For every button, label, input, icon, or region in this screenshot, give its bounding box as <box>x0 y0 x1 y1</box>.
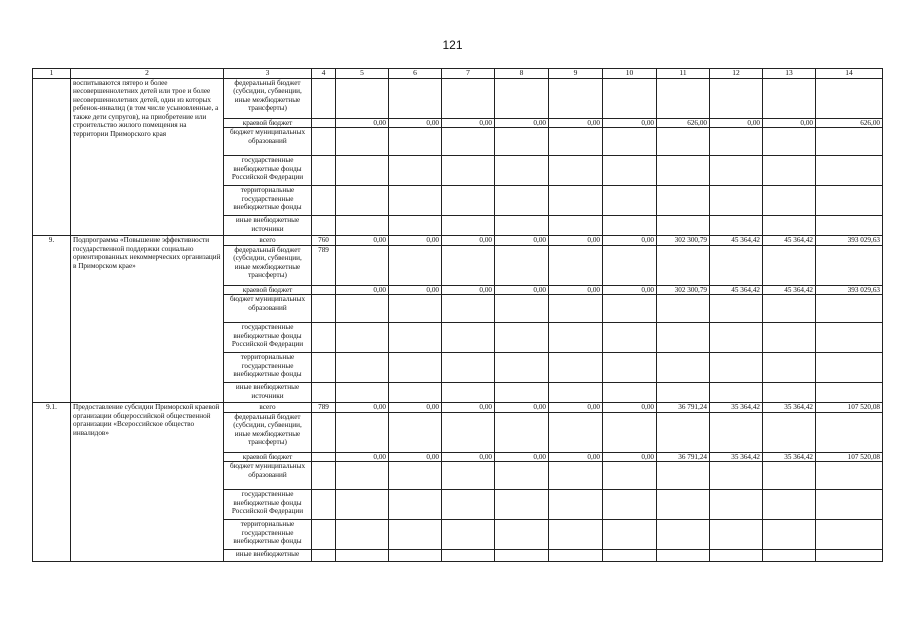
value-cell: 0,00 <box>336 403 389 412</box>
item-number: 9.1. <box>33 403 71 562</box>
value-cell: 0,00 <box>549 403 603 412</box>
value-cell <box>336 490 389 520</box>
value-cell <box>495 550 549 562</box>
value-cell <box>710 156 763 186</box>
value-cell: 35 364,42 <box>763 403 816 412</box>
page-number: 121 <box>442 38 463 52</box>
value-cell: 45 364,42 <box>710 236 763 245</box>
value-cell: 0,00 <box>710 119 763 128</box>
value-cell <box>336 295 389 323</box>
code-cell <box>312 216 336 236</box>
value-cell <box>549 520 603 550</box>
value-cell <box>495 490 549 520</box>
value-cell <box>495 383 549 403</box>
value-cell <box>495 186 549 216</box>
value-cell <box>657 186 710 216</box>
value-cell: 0,00 <box>549 452 603 461</box>
value-cell <box>336 156 389 186</box>
item-name: воспитываются пятеро и более несовершеннолетних детей или трое и более несовершеннолетних детей, один из которых ребенок-инвалид (в том числе усыновленные, а также дети супругов), на приобретение или строительство жилого помещения на территории Приморского края <box>71 79 224 236</box>
value-cell <box>710 295 763 323</box>
value-cell <box>763 323 816 353</box>
value-cell <box>763 156 816 186</box>
value-cell <box>549 412 603 452</box>
value-cell <box>549 216 603 236</box>
value-cell: 0,00 <box>336 285 389 294</box>
value-cell <box>763 79 816 119</box>
value-cell <box>442 412 495 452</box>
value-cell: 0,00 <box>389 403 442 412</box>
value-cell <box>549 186 603 216</box>
value-cell <box>495 216 549 236</box>
value-cell: 0,00 <box>763 119 816 128</box>
code-cell <box>312 490 336 520</box>
value-cell <box>763 128 816 156</box>
funding-source: территориальные государственные внебюджетные фонды <box>224 353 312 383</box>
value-cell <box>389 462 442 490</box>
funding-source: всего <box>224 403 312 412</box>
value-cell <box>710 128 763 156</box>
value-cell <box>442 490 495 520</box>
value-cell <box>603 490 657 520</box>
code-cell <box>312 128 336 156</box>
value-cell: 0,00 <box>442 236 495 245</box>
code-cell <box>312 412 336 452</box>
value-cell <box>336 128 389 156</box>
value-cell <box>549 490 603 520</box>
item-number <box>33 79 71 236</box>
value-cell <box>603 128 657 156</box>
value-cell: 0,00 <box>549 119 603 128</box>
funding-source: краевой бюджет <box>224 285 312 294</box>
funding-source: краевой бюджет <box>224 452 312 461</box>
value-cell <box>549 79 603 119</box>
value-cell <box>816 323 883 353</box>
value-cell <box>657 128 710 156</box>
funding-source: федеральный бюджет (субсидии, субвенции, иные межбюджетные трансферты) <box>224 79 312 119</box>
value-cell <box>495 412 549 452</box>
value-cell <box>336 186 389 216</box>
value-cell <box>442 383 495 403</box>
value-cell: 302 300,79 <box>657 236 710 245</box>
value-cell: 0,00 <box>549 236 603 245</box>
value-cell <box>495 79 549 119</box>
value-cell: 0,00 <box>495 119 549 128</box>
value-cell: 36 791,24 <box>657 452 710 461</box>
value-cell <box>763 490 816 520</box>
value-cell <box>657 383 710 403</box>
value-cell <box>442 323 495 353</box>
value-cell <box>336 79 389 119</box>
value-cell: 0,00 <box>549 285 603 294</box>
value-cell: 0,00 <box>603 119 657 128</box>
value-cell <box>336 353 389 383</box>
value-cell <box>710 245 763 285</box>
value-cell <box>495 156 549 186</box>
value-cell <box>495 462 549 490</box>
value-cell <box>495 128 549 156</box>
value-cell <box>710 490 763 520</box>
column-header-4: 4 <box>312 69 336 79</box>
value-cell <box>442 186 495 216</box>
value-cell: 0,00 <box>442 285 495 294</box>
code-cell: 789 <box>312 403 336 412</box>
value-cell <box>816 216 883 236</box>
table-row <box>33 403 883 412</box>
value-cell <box>657 295 710 323</box>
value-cell <box>336 323 389 353</box>
column-header-11: 11 <box>657 69 710 79</box>
value-cell: 0,00 <box>336 452 389 461</box>
value-cell <box>657 462 710 490</box>
value-cell <box>710 412 763 452</box>
value-cell <box>657 156 710 186</box>
funding-source: всего <box>224 236 312 245</box>
value-cell <box>442 520 495 550</box>
funding-source: государственные внебюджетные фонды Российской Федерации <box>224 323 312 353</box>
value-cell <box>442 216 495 236</box>
code-cell <box>312 452 336 461</box>
value-cell <box>442 550 495 562</box>
value-cell: 0,00 <box>442 119 495 128</box>
code-cell <box>312 462 336 490</box>
value-cell <box>763 412 816 452</box>
code-cell: 789 <box>312 245 336 285</box>
value-cell <box>336 550 389 562</box>
value-cell <box>657 79 710 119</box>
funding-source: федеральный бюджет (субсидии, субвенции, иные межбюджетные трансферты) <box>224 245 312 285</box>
column-header-5: 5 <box>336 69 389 79</box>
column-header-2: 2 <box>71 69 224 79</box>
value-cell <box>657 490 710 520</box>
value-cell: 626,00 <box>657 119 710 128</box>
value-cell <box>657 412 710 452</box>
column-header-3: 3 <box>224 69 312 79</box>
code-cell <box>312 79 336 119</box>
value-cell <box>816 156 883 186</box>
value-cell <box>816 490 883 520</box>
value-cell: 45 364,42 <box>763 236 816 245</box>
code-cell <box>312 323 336 353</box>
value-cell <box>763 353 816 383</box>
code-cell <box>312 295 336 323</box>
funding-source: федеральный бюджет (субсидии, субвенции, иные межбюджетные трансферты) <box>224 412 312 452</box>
value-cell <box>336 383 389 403</box>
value-cell <box>710 216 763 236</box>
value-cell <box>710 462 763 490</box>
value-cell: 0,00 <box>495 236 549 245</box>
value-cell <box>495 295 549 323</box>
value-cell <box>816 383 883 403</box>
value-cell: 0,00 <box>389 285 442 294</box>
value-cell <box>549 383 603 403</box>
value-cell <box>763 186 816 216</box>
value-cell <box>389 156 442 186</box>
item-name: Подпрограмма «Повышение эффективности государственной поддержки социально ориентированных некоммерческих организаций в Приморском крае» <box>71 236 224 403</box>
item-number: 9. <box>33 236 71 403</box>
code-cell <box>312 520 336 550</box>
value-cell: 0,00 <box>336 236 389 245</box>
value-cell: 626,00 <box>816 119 883 128</box>
value-cell <box>816 245 883 285</box>
value-cell: 0,00 <box>603 452 657 461</box>
value-cell: 0,00 <box>495 403 549 412</box>
value-cell <box>389 79 442 119</box>
value-cell: 45 364,42 <box>710 285 763 294</box>
value-cell <box>495 245 549 285</box>
value-cell <box>389 216 442 236</box>
value-cell <box>389 490 442 520</box>
value-cell: 0,00 <box>442 452 495 461</box>
value-cell <box>763 462 816 490</box>
column-header-1: 1 <box>33 69 71 79</box>
value-cell <box>603 295 657 323</box>
value-cell: 0,00 <box>442 403 495 412</box>
value-cell <box>336 216 389 236</box>
value-cell <box>816 412 883 452</box>
value-cell: 36 791,24 <box>657 403 710 412</box>
value-cell: 107 520,08 <box>816 452 883 461</box>
funding-source: территориальные государственные внебюджетные фонды <box>224 186 312 216</box>
value-cell <box>549 295 603 323</box>
value-cell <box>389 353 442 383</box>
value-cell <box>442 128 495 156</box>
code-cell <box>312 186 336 216</box>
value-cell <box>657 550 710 562</box>
column-header-14: 14 <box>816 69 883 79</box>
funding-source: государственные внебюджетные фонды Российской Федерации <box>224 490 312 520</box>
value-cell <box>816 295 883 323</box>
value-cell <box>657 245 710 285</box>
value-cell <box>603 550 657 562</box>
value-cell <box>603 520 657 550</box>
value-cell <box>336 462 389 490</box>
value-cell <box>710 383 763 403</box>
value-cell: 302 300,79 <box>657 285 710 294</box>
funding-source: иные внебюджетные <box>224 550 312 562</box>
value-cell <box>389 128 442 156</box>
value-cell: 35 364,42 <box>710 403 763 412</box>
value-cell <box>549 128 603 156</box>
value-cell <box>389 245 442 285</box>
value-cell <box>710 186 763 216</box>
value-cell: 0,00 <box>336 119 389 128</box>
value-cell: 0,00 <box>495 452 549 461</box>
table-row <box>33 79 883 119</box>
value-cell <box>657 520 710 550</box>
value-cell <box>816 79 883 119</box>
funding-source: бюджет муниципальных образований <box>224 128 312 156</box>
value-cell <box>549 353 603 383</box>
value-cell <box>763 245 816 285</box>
header-row <box>33 69 883 79</box>
value-cell: 393 029,63 <box>816 285 883 294</box>
value-cell <box>549 156 603 186</box>
value-cell <box>657 353 710 383</box>
value-cell <box>495 353 549 383</box>
value-cell <box>763 295 816 323</box>
column-header-12: 12 <box>710 69 763 79</box>
code-cell <box>312 383 336 403</box>
table-row <box>33 236 883 245</box>
value-cell <box>816 520 883 550</box>
value-cell: 0,00 <box>389 236 442 245</box>
value-cell <box>710 323 763 353</box>
value-cell <box>710 550 763 562</box>
code-cell <box>312 156 336 186</box>
value-cell <box>603 79 657 119</box>
value-cell <box>603 383 657 403</box>
value-cell <box>495 520 549 550</box>
value-cell <box>763 383 816 403</box>
value-cell <box>389 412 442 452</box>
value-cell: 107 520,08 <box>816 403 883 412</box>
value-cell <box>389 323 442 353</box>
value-cell <box>336 245 389 285</box>
value-cell <box>442 462 495 490</box>
column-header-10: 10 <box>603 69 657 79</box>
value-cell <box>336 412 389 452</box>
funding-source: иные внебюджетные источники <box>224 383 312 403</box>
value-cell <box>389 550 442 562</box>
funding-source: государственные внебюджетные фонды Российской Федерации <box>224 156 312 186</box>
value-cell: 0,00 <box>389 119 442 128</box>
value-cell <box>442 79 495 119</box>
column-header-6: 6 <box>389 69 442 79</box>
value-cell <box>389 295 442 323</box>
value-cell: 45 364,42 <box>763 285 816 294</box>
value-cell <box>549 245 603 285</box>
value-cell: 0,00 <box>603 403 657 412</box>
code-cell: 760 <box>312 236 336 245</box>
value-cell: 393 029,63 <box>816 236 883 245</box>
value-cell: 0,00 <box>389 452 442 461</box>
code-cell <box>312 285 336 294</box>
value-cell: 35 364,42 <box>763 452 816 461</box>
column-header-13: 13 <box>763 69 816 79</box>
value-cell <box>603 412 657 452</box>
value-cell <box>710 520 763 550</box>
value-cell <box>389 186 442 216</box>
value-cell: 35 364,42 <box>710 452 763 461</box>
value-cell <box>389 520 442 550</box>
value-cell <box>549 550 603 562</box>
value-cell <box>603 353 657 383</box>
value-cell <box>816 186 883 216</box>
funding-source: бюджет муниципальных образований <box>224 462 312 490</box>
value-cell <box>603 462 657 490</box>
item-name: Предоставление субсидии Приморской краевой организации общероссийской общественной организации «Всероссийское общество инвалидов» <box>71 403 224 562</box>
value-cell <box>442 245 495 285</box>
value-cell <box>549 462 603 490</box>
value-cell <box>442 295 495 323</box>
value-cell <box>603 323 657 353</box>
column-header-9: 9 <box>549 69 603 79</box>
value-cell <box>763 216 816 236</box>
value-cell <box>763 520 816 550</box>
value-cell <box>603 245 657 285</box>
value-cell: 0,00 <box>495 285 549 294</box>
value-cell <box>495 323 549 353</box>
value-cell <box>710 79 763 119</box>
value-cell: 0,00 <box>603 285 657 294</box>
value-cell <box>603 156 657 186</box>
code-cell <box>312 550 336 562</box>
funding-source: территориальные государственные внебюджетные фонды <box>224 520 312 550</box>
value-cell <box>657 323 710 353</box>
code-cell <box>312 119 336 128</box>
value-cell <box>816 550 883 562</box>
funding-source: краевой бюджет <box>224 119 312 128</box>
table-body <box>33 69 883 562</box>
value-cell: 0,00 <box>603 236 657 245</box>
funding-source: бюджет муниципальных образований <box>224 295 312 323</box>
value-cell <box>603 216 657 236</box>
value-cell <box>549 323 603 353</box>
value-cell <box>816 353 883 383</box>
value-cell <box>336 520 389 550</box>
value-cell <box>763 550 816 562</box>
code-cell <box>312 353 336 383</box>
value-cell <box>442 353 495 383</box>
column-header-7: 7 <box>442 69 495 79</box>
value-cell <box>442 156 495 186</box>
value-cell <box>816 128 883 156</box>
value-cell <box>603 186 657 216</box>
funding-source: иные внебюджетные источники <box>224 216 312 236</box>
budget-table <box>32 68 883 562</box>
value-cell <box>389 383 442 403</box>
column-header-8: 8 <box>495 69 549 79</box>
value-cell <box>710 353 763 383</box>
value-cell <box>816 462 883 490</box>
value-cell <box>657 216 710 236</box>
